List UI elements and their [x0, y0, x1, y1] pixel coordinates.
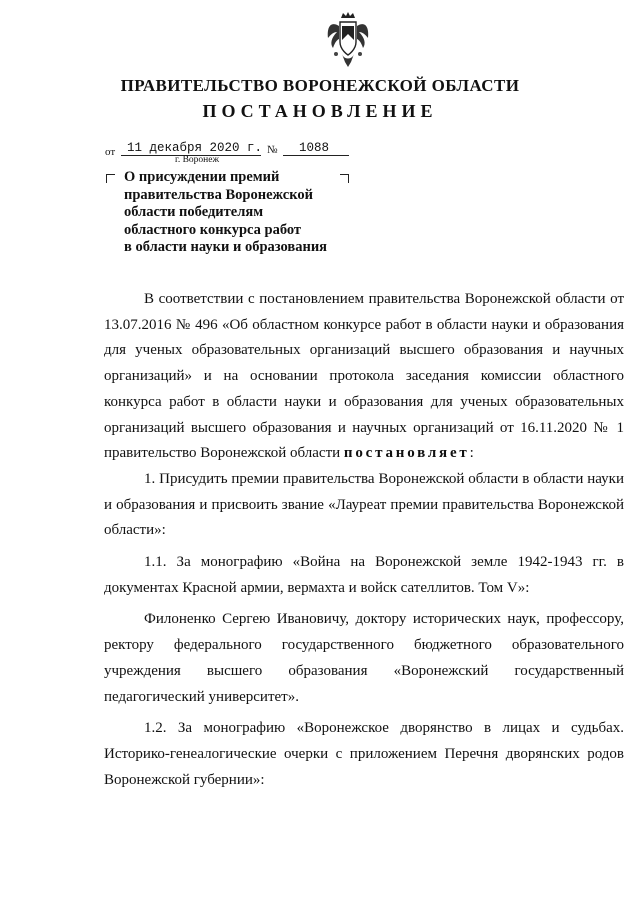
subject-line: области победителям — [124, 204, 264, 221]
subject-left-bracket — [106, 174, 115, 183]
subject-line: в области науки и образования — [124, 239, 328, 256]
preamble-text: В соответствии с постановлением правительства Воронежской области от 13.07.2016 № 496 «Об областном конкурсе работ в области науки и образования для ученых образовательных организаций высшего образования и научных организаций» и на основании протокола заседания комиссии областного конкурса работ в области науки и образования для ученых образовательных организаций высшего образования и научных организаций от 16.11.2020 № 1 правительство Воронежской области — [104, 291, 624, 462]
date-prefix-label: от — [105, 146, 116, 158]
document-date: 11 декабря 2020 г. — [127, 141, 263, 155]
registration-line — [105, 140, 365, 170]
item-1-2-paragraph: 1.2. За монографию «Воронежское дворянство в лицах и судьбах. Историко-генеалогические очерки с приложением Перечня дворянских родов Воронежской губернии»: — [104, 720, 624, 788]
subject-line: областного конкурса работ — [124, 221, 302, 238]
item-1-paragraph: 1. Присудить премии правительства Воронежской области в области науки и образования и присвоить звание «Лауреат премии правительства Воронежской области»: — [104, 470, 624, 539]
government-title: ПРАВИТЕЛЬСТВО ВОРОНЕЖСКОЙ ОБЛАСТИ — [120, 76, 520, 95]
subject-heading — [124, 169, 354, 257]
coat-of-arms-icon — [325, 12, 371, 68]
preamble-colon: : — [469, 445, 474, 462]
document-number: 1088 — [299, 141, 330, 155]
number-underline — [283, 155, 349, 156]
preamble-paragraph — [104, 287, 624, 467]
number-label: № — [267, 144, 278, 156]
item-1-1-awardee-paragraph: Филоненко Сергею Ивановичу, доктору исторических наук, профессору, ректору федерального государственного бюджетного образовательного учреждения высшего образования «Воронежский государственный педагогический университет». — [104, 611, 624, 705]
item-1-1-paragraph: 1.1. За монографию «Война на Воронежской земле 1942-1943 гг. в документах Красной армии, вермахта и войск сателлитов. Том V»: — [104, 554, 624, 596]
subject-line: О присуждении премий — [124, 169, 280, 185]
city-label: г. Воронеж — [175, 155, 220, 165]
resolves-word: постановляет — [343, 445, 470, 462]
document-body — [104, 287, 624, 793]
subject-line: правительства Воронежской — [124, 186, 313, 203]
document-type-title: ПОСТАНОВЛЕНИЕ — [202, 101, 438, 121]
